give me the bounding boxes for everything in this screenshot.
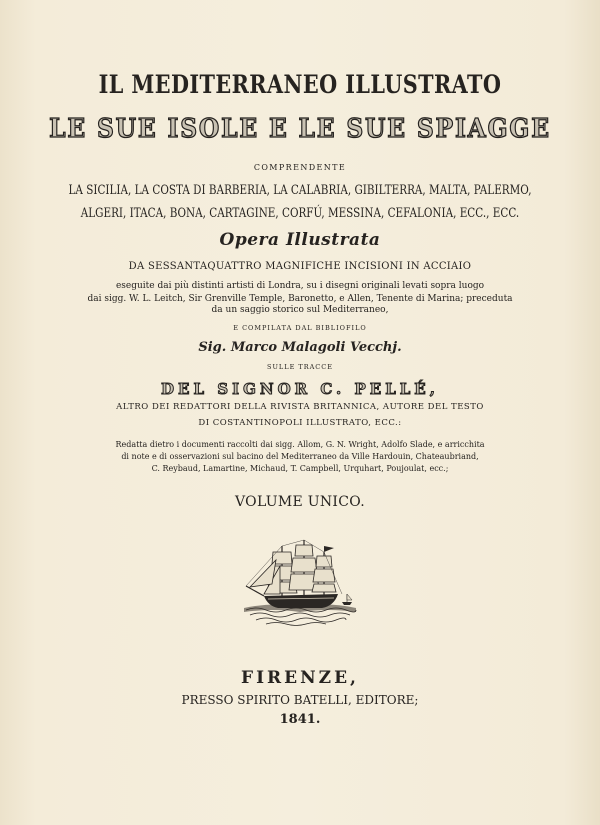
compiler-name: Sig. Marco Malagoli Vecchj.	[198, 340, 402, 355]
documents-line-1: Redatta dietro i documenti raccolti dai sigg. Allom, G. N. Wright, Adolfo Slade, e arricchita	[115, 440, 485, 449]
publisher: PRESSO SPIRITO BATELLI, EDITORE;	[181, 693, 419, 707]
description-line-2: dai sigg. W. L. Leitch, Sir Grenville Temple, Baronetto, e Allen, Tenente di Marina; preceduta	[87, 294, 513, 304]
publication-year: 1841.	[279, 712, 321, 727]
signor-pelle: DEL SIGNOR C. PELLÉ,	[161, 380, 439, 398]
sailing-ship-icon	[242, 536, 358, 628]
compilata-label: E COMPILATA DAL BIBLIOFILO	[233, 324, 367, 332]
volume-unico: VOLUME UNICO.	[235, 494, 365, 510]
sulle-tracce-label: SULLE TRACCE	[267, 363, 333, 371]
documents-line-3: C. Reybaud, Lamartine, Michaud, T. Campbell, Urquhart, Poujoulat, ecc.;	[151, 464, 449, 473]
redattori-line-2: DI COSTANTINOPOLI ILLUSTRATO, ECC.:	[198, 418, 402, 428]
comprendente-label: COMPRENDENTE	[253, 163, 347, 172]
city: FIRENZE,	[241, 668, 359, 688]
description-line-1: eseguite dai più distinti artisti di Londra, su i disegni originali levati sopra luogo	[115, 281, 485, 291]
redattori-line-1: ALTRO DEI REDATTORI DELLA RIVISTA BRITANNICA, AUTORE DEL TESTO	[116, 402, 484, 412]
book-subtitle: LE SUE ISOLE E LE SUE SPIAGGE	[49, 114, 551, 144]
places-line-1: LA SICILIA, LA COSTA DI BARBERIA, LA CALABRIA, GIBILTERRA, MALTA, PALERMO,	[68, 183, 532, 198]
places-line-2: ALGERI, ITACA, BONA, CARTAGINE, CORFÚ, MESSINA, CEFALONIA, ECC., ECC.	[80, 206, 520, 221]
documents-line-2: di note e di osservazioni sul bacino del Mediterraneo da Ville Hardouin, Chateaubriand,	[121, 452, 479, 461]
opera-illustrata: Opera Illustrata	[219, 230, 381, 250]
book-title: IL MEDITERRANEO ILLUSTRATO	[98, 70, 502, 99]
description-line-3: da un saggio storico sul Mediterraneo,	[211, 305, 389, 315]
incisioni-line: DA SESSANTAQUATTRO MAGNIFICHE INCISIONI IN ACCIAIO	[128, 261, 472, 272]
